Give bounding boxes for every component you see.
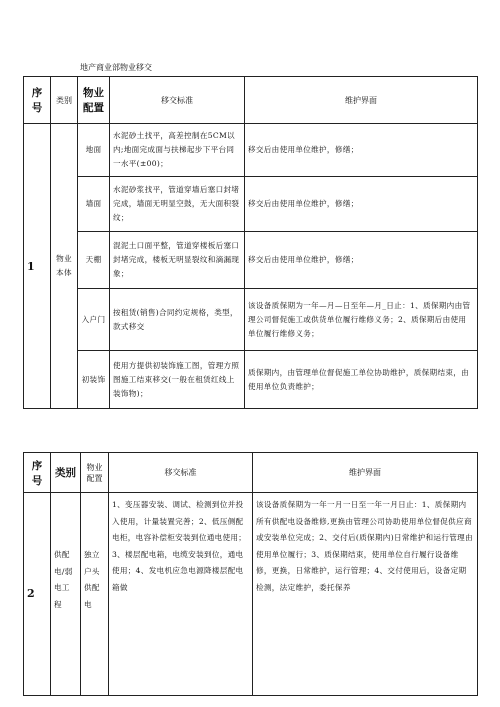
row-config: 入户门 bbox=[78, 289, 110, 351]
row-standard: 混泥土口面平整，管道穿楼板后塞口封堵完成，楼板无明显裂纹和滴漏现象； bbox=[110, 232, 245, 289]
row-config: 天棚 bbox=[78, 232, 110, 289]
row-category: 供配电/弱电工程 bbox=[51, 493, 81, 696]
row-config: 地面 bbox=[78, 124, 110, 177]
header-no: 序号 bbox=[24, 77, 51, 124]
table-header-row bbox=[24, 77, 478, 124]
row-maintenance: 该设备质保期为一年一月一日至一年一月日止：1、质保期内所有供配电设备维修,更换由管理公司协助使用单位督促供应商或安装单位完成；2、交付后(质保期内)日常维护和运行管理由使用单位履行；3、质保期结束，使用单位自行履行设备维修，更换，日常维护，运行管理；4、交付使用后，设备定期检测，法定维护，委托保养 bbox=[253, 493, 478, 696]
row-maintenance: 移交后由使用单位维护，修缮； bbox=[245, 177, 478, 232]
header-category: 类别 bbox=[51, 453, 81, 493]
handover-table-1 bbox=[23, 76, 478, 409]
row-config: 墙面 bbox=[78, 177, 110, 232]
table-row bbox=[24, 493, 478, 696]
table-row bbox=[24, 177, 478, 232]
row-standard: 使用方提供初装饰施工图，管理方照图施工结束移交(一般在租赁红线上装饰物)； bbox=[110, 351, 245, 409]
table-row bbox=[24, 351, 478, 409]
header-category: 类别 bbox=[51, 77, 78, 124]
header-standard: 移交标准 bbox=[109, 453, 253, 493]
row-index: 1 bbox=[24, 124, 51, 409]
row-config: 初装饰 bbox=[78, 351, 110, 409]
header-no: 序号 bbox=[24, 453, 51, 493]
row-maintenance: 移交后由使用单位维护，修缮； bbox=[245, 232, 478, 289]
row-category: 物业本体 bbox=[51, 124, 78, 409]
row-maintenance: 质保期内，由管理单位督促施工单位协助维护，质保期结束，由使用单位负责维护； bbox=[245, 351, 478, 409]
row-standard: 水泥砂浆找平，管道穿墙后塞口封堵完成，墙面无明显空鼓，无大面积裂纹； bbox=[110, 177, 245, 232]
table-header-row bbox=[24, 453, 478, 493]
header-standard: 移交标准 bbox=[110, 77, 245, 124]
table-row bbox=[24, 232, 478, 289]
header-maintenance: 维护界面 bbox=[245, 77, 478, 124]
table-row bbox=[24, 124, 478, 177]
row-maintenance: 该设备质保期为一年—月—日至年—月_日止：1、质保期内由管理公司督促施工或供货单位履行维修义务；2、质保期后由使用单位履行维修义务； bbox=[245, 289, 478, 351]
header-config: 物业配置 bbox=[81, 453, 109, 493]
row-index: 2 bbox=[24, 493, 51, 696]
header-maintenance: 维护界面 bbox=[253, 453, 478, 493]
table-row bbox=[24, 289, 478, 351]
row-maintenance: 移交后由使用单位维护，修缮； bbox=[245, 124, 478, 177]
handover-table-2 bbox=[23, 452, 478, 696]
header-config: 物业配置 bbox=[78, 77, 110, 124]
row-standard: 1、变压器安装、调试、检测到位并投入使用，计量装置完善；2、低压侧配电柜，电容补偿柜安装到位通电使用；3、楼层配电箱，电缆安装到位，通电使用；4、发电机应急电源降楼层配电箱做 bbox=[109, 493, 253, 696]
row-config: 独立户头供配电 bbox=[81, 493, 109, 696]
document-title: 地产商业部物业移交 bbox=[80, 63, 152, 72]
row-standard: 水泥砂土找平，高差控制在5CM以内;地面完成面与扶梯起步下平台同一水平(±00)； bbox=[110, 124, 245, 177]
row-standard: 按租赁(销售)合同约定规格，类型，款式移交 bbox=[110, 289, 245, 351]
